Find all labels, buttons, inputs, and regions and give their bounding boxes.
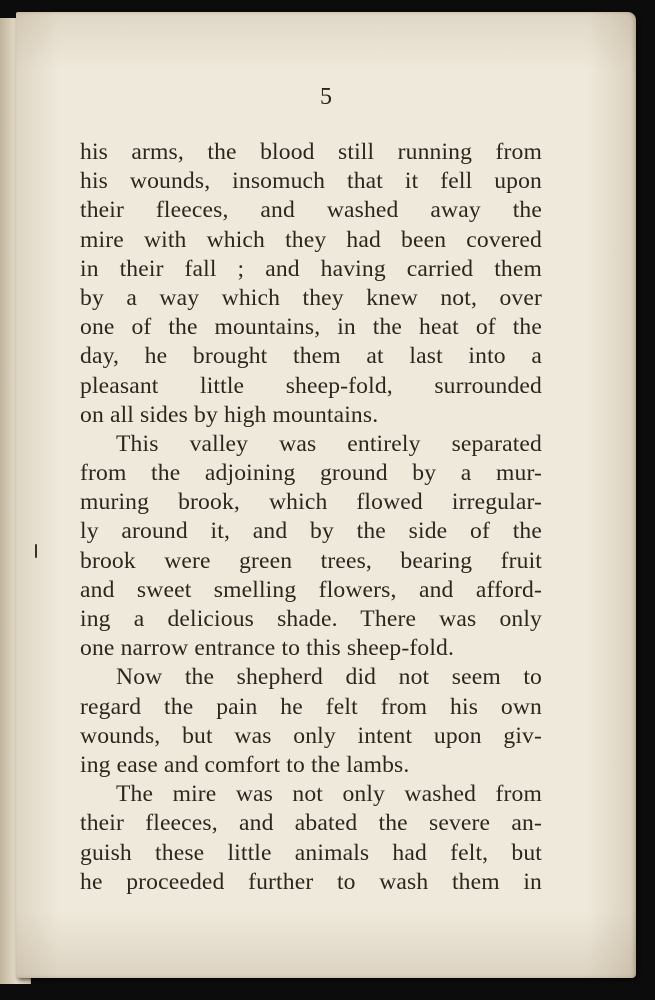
text-line: mire with which they had been covered bbox=[80, 226, 542, 253]
text-line: one of the mountains, in the heat of the bbox=[80, 314, 542, 341]
body-text bbox=[80, 138, 542, 897]
text-line: regard the pain he felt from his own bbox=[80, 693, 542, 720]
text-line: ing ease and comfort to the lambs. bbox=[80, 751, 410, 778]
text-line: his arms, the blood still running from bbox=[80, 139, 542, 165]
text-line: and sweet smelling flowers, and afford- bbox=[80, 576, 542, 603]
page-number: 5 bbox=[320, 84, 332, 110]
text-line: wounds, but was only intent upon giv- bbox=[80, 722, 542, 749]
text-line: their fleeces, and abated the severe an- bbox=[80, 810, 542, 837]
text-line: day, he brought them at last into a bbox=[80, 343, 542, 370]
text-line: from the adjoining ground by a mur- bbox=[80, 460, 542, 487]
text-line: on all sides by high mountains. bbox=[80, 401, 379, 428]
text-line: he proceeded further to wash them in bbox=[80, 868, 542, 895]
book-page bbox=[16, 12, 636, 978]
text-line: muring brook, which flowed irregular- bbox=[80, 489, 542, 516]
text-line: in their fall ; and having carried them bbox=[80, 255, 542, 282]
text-line: guish these little animals had felt, but bbox=[80, 839, 542, 866]
text-line: pleasant little sheep-fold, surrounded bbox=[80, 372, 542, 399]
text-line: brook were green trees, bearing fruit bbox=[80, 547, 542, 574]
text-line: by a way which they knew not, over bbox=[80, 284, 542, 311]
text-line: This valley was entirely separated bbox=[116, 430, 542, 457]
text-line: ly around it, and by the side of the bbox=[80, 518, 542, 545]
text-line: one narrow entrance to this sheep-fold. bbox=[80, 635, 455, 662]
text-line: ing a delicious shade. There was only bbox=[80, 606, 542, 632]
text-line: their fleeces, and washed away the bbox=[80, 197, 542, 224]
text-line: The mire was not only washed from bbox=[116, 781, 542, 808]
binding-thread-mark bbox=[35, 544, 37, 558]
text-line: Now the shepherd did not seem to bbox=[116, 664, 542, 691]
text-line: his wounds, insomuch that it fell upon bbox=[80, 168, 542, 195]
